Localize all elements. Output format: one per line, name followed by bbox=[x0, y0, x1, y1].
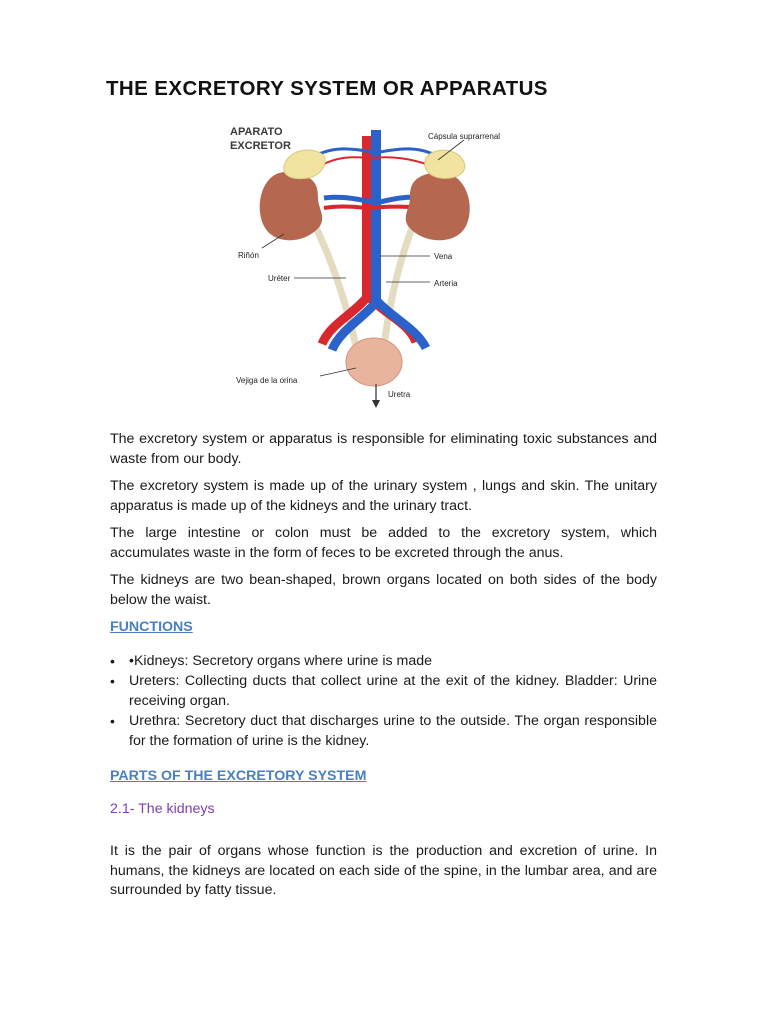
parts-heading: PARTS OF THE EXCRETORY SYSTEM bbox=[110, 768, 367, 784]
upper-left-arteries bbox=[320, 157, 366, 166]
label-rinon: Riñón bbox=[238, 251, 259, 260]
label-vena: Vena bbox=[434, 252, 453, 261]
aorta bbox=[362, 136, 371, 300]
excretory-system-illustration bbox=[226, 118, 526, 414]
right-kidney bbox=[406, 172, 470, 240]
document-body bbox=[110, 430, 657, 909]
vena-cava bbox=[371, 130, 381, 302]
label-excretor: EXCRETOR bbox=[230, 140, 291, 152]
bullet-dot: • bbox=[110, 673, 115, 689]
label-vejiga: Vejiga de la orina bbox=[236, 376, 298, 385]
label-ureter: Uréter bbox=[268, 274, 291, 283]
left-kidney bbox=[260, 172, 322, 240]
bladder bbox=[346, 338, 402, 386]
left-renal-artery bbox=[324, 207, 366, 209]
label-uretra: Uretra bbox=[388, 390, 411, 399]
functions-list bbox=[110, 651, 657, 751]
list-item bbox=[110, 651, 657, 671]
rinon-leader bbox=[262, 234, 284, 248]
paragraph-kidneys-function: It is the pair of organs whose function is the production and excretion of urine. In humans, the kidneys are located on each side of the spine, in the lumbar area, and are surrounded by fatty tissue. bbox=[110, 843, 657, 898]
urethra-arrow bbox=[372, 400, 380, 408]
function-ureters: Ureters: Collecting ducts that collect urine at the exit of the kidney. Bladder: Urine receiving organ. bbox=[129, 673, 657, 709]
label-arteria: Arteria bbox=[434, 279, 458, 288]
paragraph-composition: The excretory system is made up of the urinary system , lungs and skin. The unitary apparatus is made up of the kidneys and the urinary tract. bbox=[110, 478, 657, 514]
label-capsula-suprarrenal: Cápsula suprarrenal bbox=[428, 132, 501, 141]
excretory-system-diagram bbox=[226, 118, 526, 414]
list-item bbox=[110, 671, 657, 711]
label-aparato: APARATO bbox=[230, 126, 283, 138]
function-kidneys: •Kidneys: Secretory organs where urine is made bbox=[129, 653, 433, 669]
list-item bbox=[110, 711, 657, 751]
function-urethra: Urethra: Secretory duct that discharges urine to the outside. The organ responsible for the formation of urine is the kidney. bbox=[129, 713, 657, 749]
subheading-kidneys: 2.1- The kidneys bbox=[110, 801, 215, 817]
paragraph-colon: The large intestine or colon must be added to the excretory system, which accumulates waste in the form of feces to be excreted through the anus. bbox=[110, 525, 657, 561]
page-title: THE EXCRETORY SYSTEM OR APPARATUS bbox=[106, 77, 548, 100]
left-adrenal-gland bbox=[284, 150, 325, 179]
bullet-dot: • bbox=[110, 653, 115, 669]
bullet-dot: • bbox=[110, 713, 115, 729]
functions-heading: FUNCTIONS bbox=[110, 619, 193, 635]
paragraph-intro: The excretory system or apparatus is responsible for eliminating toxic substances and waste from our body. bbox=[110, 431, 657, 467]
paragraph-kidneys-shape: The kidneys are two bean-shaped, brown organs located on both sides of the body below the waist. bbox=[110, 572, 657, 608]
